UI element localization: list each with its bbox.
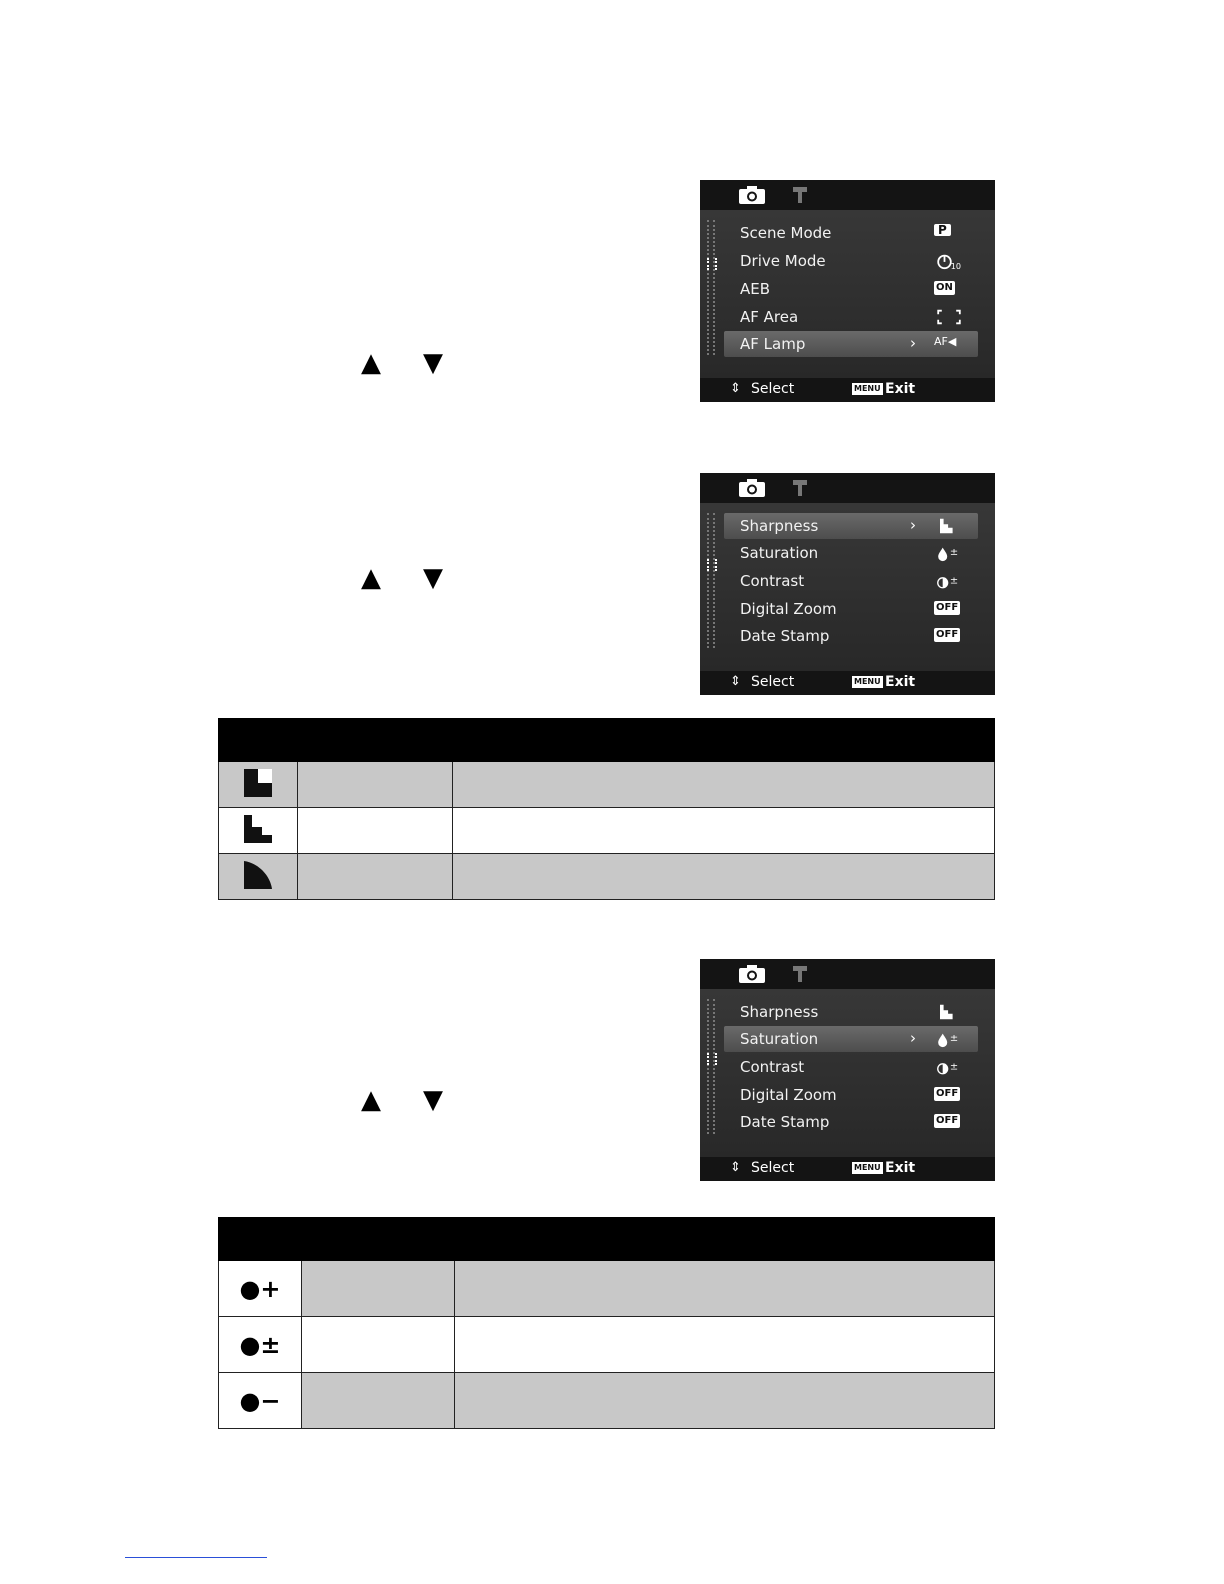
off-badge: OFF bbox=[936, 629, 959, 640]
menu-tab-bar bbox=[700, 180, 995, 210]
camera-menu-screen-1 bbox=[700, 180, 995, 402]
select-hint: Select bbox=[751, 674, 795, 690]
saturation-high-icon: ●+ bbox=[239, 1274, 281, 1303]
saturation-icon bbox=[934, 1030, 964, 1048]
table-row bbox=[219, 762, 995, 808]
scrollbar[interactable] bbox=[707, 220, 715, 355]
select-arrows-icon: ⇕ bbox=[730, 1160, 741, 1175]
camera-tab-icon[interactable] bbox=[738, 185, 766, 205]
setup-tab-icon[interactable] bbox=[792, 965, 808, 983]
menu-item-contrast[interactable] bbox=[724, 568, 978, 594]
menu-item-label: AF Area bbox=[740, 308, 799, 326]
select-arrows-icon: ⇕ bbox=[730, 381, 741, 396]
scrollbar-thumb[interactable] bbox=[707, 559, 717, 571]
select-hint: Select bbox=[751, 1160, 795, 1176]
menu-item-saturation[interactable] bbox=[724, 540, 978, 566]
menu-item-label: AEB bbox=[740, 280, 771, 298]
header-description-col bbox=[453, 719, 995, 762]
item-cell bbox=[302, 1317, 455, 1373]
svg-text:±: ± bbox=[949, 546, 959, 558]
saturation-normal-icon: ●± bbox=[239, 1330, 281, 1359]
icon-cell bbox=[219, 808, 298, 854]
header-item-col bbox=[302, 1218, 455, 1261]
sharpness-options-table bbox=[218, 718, 995, 900]
saturation-icon bbox=[934, 544, 964, 562]
menu-item-label: Contrast bbox=[740, 1058, 805, 1076]
camera-tab-icon[interactable] bbox=[738, 964, 766, 984]
up-arrow-icon: ▲ bbox=[361, 1085, 381, 1115]
up-arrow-icon: ▲ bbox=[361, 348, 381, 378]
menu-item-label: Drive Mode bbox=[740, 252, 826, 270]
item-cell bbox=[298, 808, 453, 854]
menu-item-digital-zoom[interactable] bbox=[724, 1082, 978, 1108]
menu-item-label: Saturation bbox=[740, 1030, 819, 1048]
table-header bbox=[219, 719, 995, 762]
down-arrow-icon: ▼ bbox=[423, 1085, 443, 1115]
select-hint: Select bbox=[751, 381, 795, 397]
table-row bbox=[219, 1317, 995, 1373]
svg-text:±: ± bbox=[949, 575, 959, 587]
item-cell bbox=[298, 854, 453, 900]
item-cell bbox=[302, 1261, 455, 1317]
setup-tab-icon[interactable] bbox=[792, 479, 808, 497]
scrollbar-thumb[interactable] bbox=[707, 258, 717, 270]
description-cell bbox=[455, 1261, 995, 1317]
scrollbar[interactable] bbox=[707, 513, 715, 648]
table-row bbox=[219, 1373, 995, 1429]
description-cell bbox=[455, 1373, 995, 1429]
menu-item-scene-mode[interactable] bbox=[724, 220, 978, 246]
item-cell bbox=[302, 1373, 455, 1429]
contrast-icon bbox=[934, 572, 964, 590]
header-icon-col bbox=[219, 1218, 302, 1261]
menu-tab-bar bbox=[700, 473, 995, 503]
item-cell bbox=[298, 762, 453, 808]
icon-cell bbox=[219, 1261, 302, 1317]
exit-hint: Exit bbox=[885, 1160, 916, 1176]
description-cell bbox=[453, 808, 995, 854]
contrast-icon bbox=[934, 1058, 964, 1076]
sharpness-normal-icon bbox=[244, 815, 272, 843]
header-item-col bbox=[298, 719, 453, 762]
menu-tab-bar bbox=[700, 959, 995, 989]
menu-item-saturation[interactable] bbox=[724, 1026, 978, 1052]
menu-item-label: Sharpness bbox=[740, 517, 819, 535]
menu-item-date-stamp[interactable] bbox=[724, 1109, 978, 1135]
camera-menu-screen-2 bbox=[700, 473, 995, 695]
icon-cell bbox=[219, 762, 298, 808]
chevron-right-icon: › bbox=[910, 334, 916, 352]
select-arrows-icon: ⇕ bbox=[730, 674, 741, 689]
svg-text:±: ± bbox=[949, 1032, 959, 1044]
table-header bbox=[219, 1218, 995, 1261]
svg-text:±: ± bbox=[949, 1061, 959, 1073]
menu-item-sharpness[interactable] bbox=[724, 513, 978, 539]
menu-item-label: AF Lamp bbox=[740, 335, 806, 353]
program-mode-icon: P bbox=[934, 224, 964, 242]
header-description-col bbox=[455, 1218, 995, 1261]
menu-item-sharpness[interactable] bbox=[724, 999, 978, 1025]
description-cell bbox=[455, 1317, 995, 1373]
menu-footer bbox=[700, 671, 995, 695]
camera-menu-screen-3 bbox=[700, 959, 995, 1181]
menu-footer bbox=[700, 378, 995, 402]
menu-item-label: Digital Zoom bbox=[740, 600, 837, 618]
menu-item-af-area[interactable] bbox=[724, 304, 978, 330]
camera-tab-icon[interactable] bbox=[738, 478, 766, 498]
menu-item-label: Saturation bbox=[740, 544, 819, 562]
sharpness-normal-icon bbox=[934, 1003, 964, 1021]
menu-item-digital-zoom[interactable] bbox=[724, 596, 978, 622]
saturation-low-icon: ●− bbox=[239, 1386, 281, 1415]
chevron-right-icon: › bbox=[910, 1029, 916, 1047]
exit-hint: Exit bbox=[885, 381, 916, 397]
off-badge: OFF bbox=[936, 1115, 959, 1126]
menu-item-label: Scene Mode bbox=[740, 224, 832, 242]
self-timer-icon bbox=[934, 252, 964, 270]
down-arrow-icon: ▼ bbox=[423, 563, 443, 593]
menu-item-label: Sharpness bbox=[740, 1003, 819, 1021]
setup-tab-icon[interactable] bbox=[792, 186, 808, 204]
menu-button-icon: MENU bbox=[854, 677, 881, 686]
on-badge: ON bbox=[936, 282, 953, 293]
saturation-options-table bbox=[218, 1217, 995, 1429]
icon-cell bbox=[219, 1373, 302, 1429]
description-cell bbox=[453, 762, 995, 808]
menu-button-icon: MENU bbox=[854, 1163, 881, 1172]
off-badge: OFF bbox=[936, 1088, 959, 1099]
svg-text:10: 10 bbox=[950, 261, 962, 270]
menu-item-label: Date Stamp bbox=[740, 1113, 830, 1131]
sharpness-high-icon bbox=[244, 769, 272, 797]
exit-hint: Exit bbox=[885, 674, 916, 690]
chevron-right-icon: › bbox=[910, 516, 916, 534]
footer-link-underline[interactable] bbox=[125, 1557, 267, 1558]
table-row bbox=[219, 808, 995, 854]
menu-item-drive-mode[interactable] bbox=[724, 248, 978, 274]
icon-cell bbox=[219, 1317, 302, 1373]
table-row bbox=[219, 854, 995, 900]
scrollbar[interactable] bbox=[707, 999, 715, 1134]
table-row bbox=[219, 1261, 995, 1317]
menu-item-aeb[interactable] bbox=[724, 276, 978, 302]
sharpness-normal-icon bbox=[934, 517, 964, 535]
down-arrow-icon: ▼ bbox=[423, 348, 443, 378]
menu-item-label: Date Stamp bbox=[740, 627, 830, 645]
menu-item-label: Contrast bbox=[740, 572, 805, 590]
menu-item-label: Digital Zoom bbox=[740, 1086, 837, 1104]
description-cell bbox=[453, 854, 995, 900]
menu-footer bbox=[700, 1157, 995, 1181]
menu-button-icon: MENU bbox=[854, 384, 881, 393]
icon-cell bbox=[219, 854, 298, 900]
off-badge: OFF bbox=[936, 602, 959, 613]
scrollbar-thumb[interactable] bbox=[707, 1053, 717, 1065]
menu-item-contrast[interactable] bbox=[724, 1054, 978, 1080]
up-arrow-icon: ▲ bbox=[361, 563, 381, 593]
menu-item-af-lamp[interactable] bbox=[724, 331, 978, 357]
header-icon-col bbox=[219, 719, 298, 762]
af-area-icon bbox=[934, 308, 964, 326]
sharpness-soft-icon bbox=[244, 861, 272, 889]
menu-item-date-stamp[interactable] bbox=[724, 623, 978, 649]
af-lamp-icon: AF◀ bbox=[934, 335, 957, 348]
